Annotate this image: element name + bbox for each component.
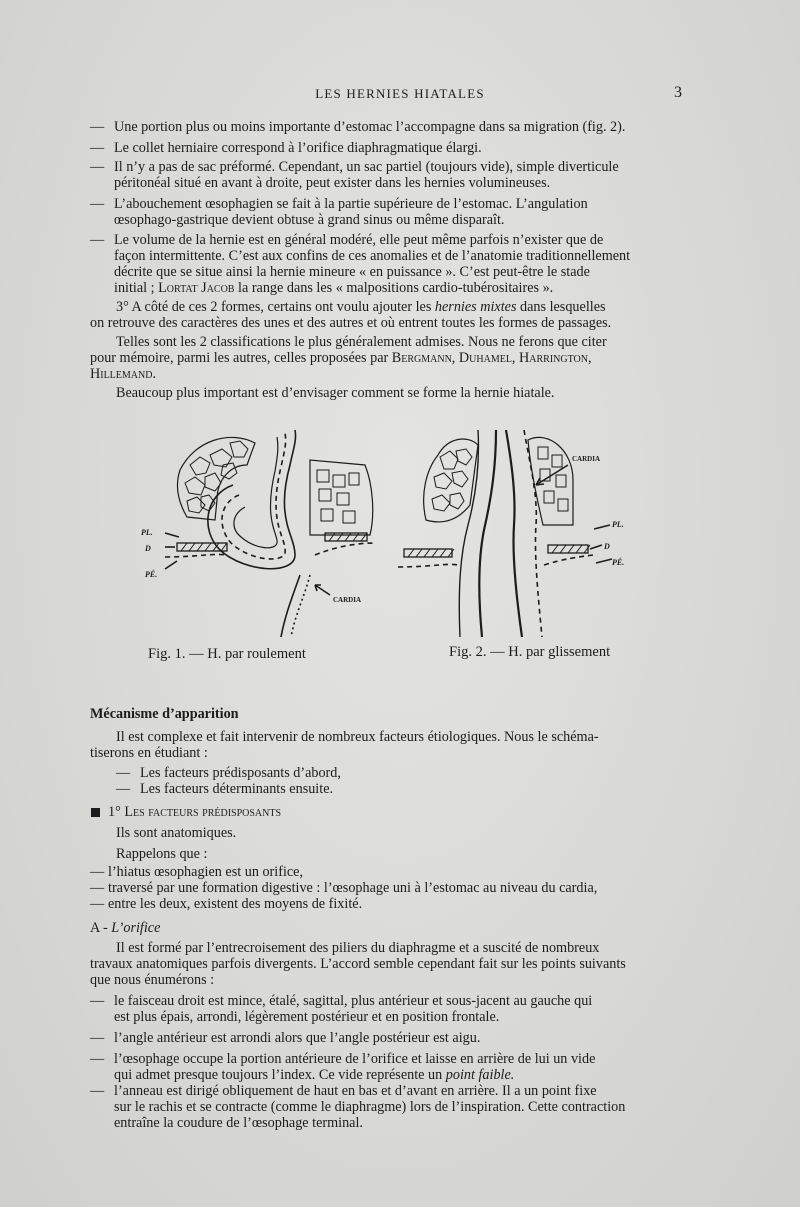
fig1-label-pe: PÉ. [145, 570, 158, 579]
subA-p-l3: que nous énumérons : [90, 972, 215, 988]
subA-list-3-l1: l’œsophage occupe la portion antérieure de l’orifice et laisse en arrière de lui un vide [114, 1051, 596, 1067]
subA-list-4-l2: sur le rachis et se contracte (comme le diaphragme) lors de l’inspiration. Cette contraction [114, 1099, 626, 1115]
dash: — [116, 765, 131, 781]
section-intro-l2: tiserons en étudiant : [90, 745, 208, 761]
intro-item-3-l1: Il n’y a pas de sac préformé. Cependant, un sac partiel (toujours vide), simple diverticule [114, 159, 619, 175]
intro-item-3-l2: péritonéal situé en avant à droite, peut exister dans les hernies volumineuses. [114, 175, 551, 191]
intro-item-2: Le collet herniaire correspond à l’orifice diaphragmatique élargi. [114, 140, 482, 156]
intro-item-5-l2: façon intermittente. C’est aux confins de ces anomalies et de l’anatomie traditionnellement [114, 248, 631, 264]
intro-item-4-l1: L’abouchement œsophagien se fait à la partie supérieure de l’estomac. L’angulation [114, 196, 588, 212]
dash: — [90, 196, 105, 212]
dash: — [90, 880, 105, 896]
para-classif-l3: Hillemand. [90, 366, 157, 382]
subA-p-l1: Il est formé par l’entrecroisement des piliers du diaphragme et a suscité de nombreux [116, 940, 600, 956]
fig2-label-pe: PÉ. [612, 558, 625, 567]
fig1-label-cardia: CARDIA [333, 596, 361, 604]
para-beaucoup: Beaucoup plus important est d’envisager comment se forme la hernie hiatale. [116, 385, 555, 401]
intro-item-5-l4: initial ; Lortat Jacob la range dans les « malpositions cardio-tubérositaires ». [114, 280, 554, 296]
para-classif-l1: Telles sont les 2 classifications le plus généralement admises. Nous ne ferons que citer [116, 334, 607, 350]
para-3-l2: on retrouve des caractères des unes et des autres et où entrent toutes les formes de passages. [90, 315, 612, 331]
figure-1-caption: Fig. 1. — H. par roulement [148, 646, 306, 662]
intro-item-4-l2: œsophago-gastrique devient obtuse à grand sinus ou même disparaît. [114, 212, 505, 228]
subA-heading: A - L’orifice [90, 920, 161, 936]
intro-item-1: Une portion plus ou moins importante d’estomac l’accompagne dans sa migration (fig. 2). [114, 119, 626, 135]
sub1-l2: Rappelons que : [116, 846, 208, 862]
intro-item-5-l1: Le volume de la hernie est en général modéré, elle peut même parfois n’exister que de [114, 232, 604, 248]
intro-item-5-l3: décrite que se situe ainsi la hernie mineure « en puissance ». C’est peut-être le stade [114, 264, 590, 280]
dash: — [90, 1030, 105, 1046]
running-title: LES HERNIES HIATALES [315, 86, 485, 101]
section-intro-l1: Il est complexe et fait intervenir de nombreux facteurs étiologiques. Nous le schéma- [116, 729, 599, 745]
para-3-l1: 3° A côté de ces 2 formes, certains ont voulu ajouter les hernies mixtes dans lesquelles [116, 299, 606, 315]
dash: — [90, 1083, 105, 1099]
fig2-label-pl: PL. [612, 520, 624, 529]
dash: — [116, 781, 131, 797]
section-bullet-square [91, 808, 100, 817]
subA-list-4-l3: entraîne la coudure de l’œsophage terminal. [114, 1115, 363, 1131]
sub1-list-2: traversé par une formation digestive : l’œsophage uni à l’estomac au niveau du cardia, [108, 880, 598, 896]
dash: — [90, 232, 105, 248]
dash: — [90, 1051, 105, 1067]
subA-list-2: l’angle antérieur est arrondi alors que l’angle postérieur est aigu. [114, 1030, 481, 1046]
sub1-list-1: l’hiatus œsophagien est un orifice, [108, 864, 304, 880]
dash: — [90, 119, 105, 135]
section-list-1: Les facteurs prédisposants d’abord, [140, 765, 341, 781]
subA-list-4-l1: l’anneau est dirigé obliquement de haut en bas et d’avant en arrière. Il a un point fixe [114, 1083, 597, 1099]
fig2-label-cardia: CARDIA [572, 455, 600, 463]
dash: — [90, 140, 105, 156]
section-title: Mécanisme d’apparition [90, 706, 239, 722]
dash: — [90, 896, 105, 912]
figure-2-drawing [398, 425, 638, 640]
section-list-2: Les facteurs déterminants ensuite. [140, 781, 334, 797]
sub1-heading: 1° Les facteurs prédisposants [108, 804, 282, 820]
dash: — [90, 864, 105, 880]
subA-p-l2: travaux anatomiques parfois divergents. L’accord semble cependant fait sur les points suivants [90, 956, 626, 972]
figure-2-caption: Fig. 2. — H. par glissement [449, 644, 611, 660]
dash: — [90, 159, 105, 175]
fig1-label-d: D [145, 544, 151, 553]
fig1-label-pl: PL. [141, 528, 153, 537]
page-number: 3 [674, 84, 682, 101]
subA-list-1-l1: le faisceau droit est mince, étalé, sagittal, plus antérieur et sous-jacent au gauche qui [114, 993, 593, 1009]
fig2-label-d: D [604, 542, 610, 551]
sub1-l1: Ils sont anatomiques. [116, 825, 237, 841]
figure-1-drawing [135, 425, 395, 640]
sub1-list-3: entre les deux, existent des moyens de fixité. [108, 896, 363, 912]
subA-list-3-l2: qui admet presque toujours l’index. Ce vide représente un point faible. [114, 1067, 515, 1083]
subA-list-1-l2: est plus épais, arrondi, légèrement postérieur et en position frontale. [114, 1009, 500, 1025]
dash: — [90, 993, 105, 1009]
para-classif-l2: pour mémoire, parmi les autres, celles proposées par Bergmann, Duhamel, Harrington, [90, 350, 592, 366]
